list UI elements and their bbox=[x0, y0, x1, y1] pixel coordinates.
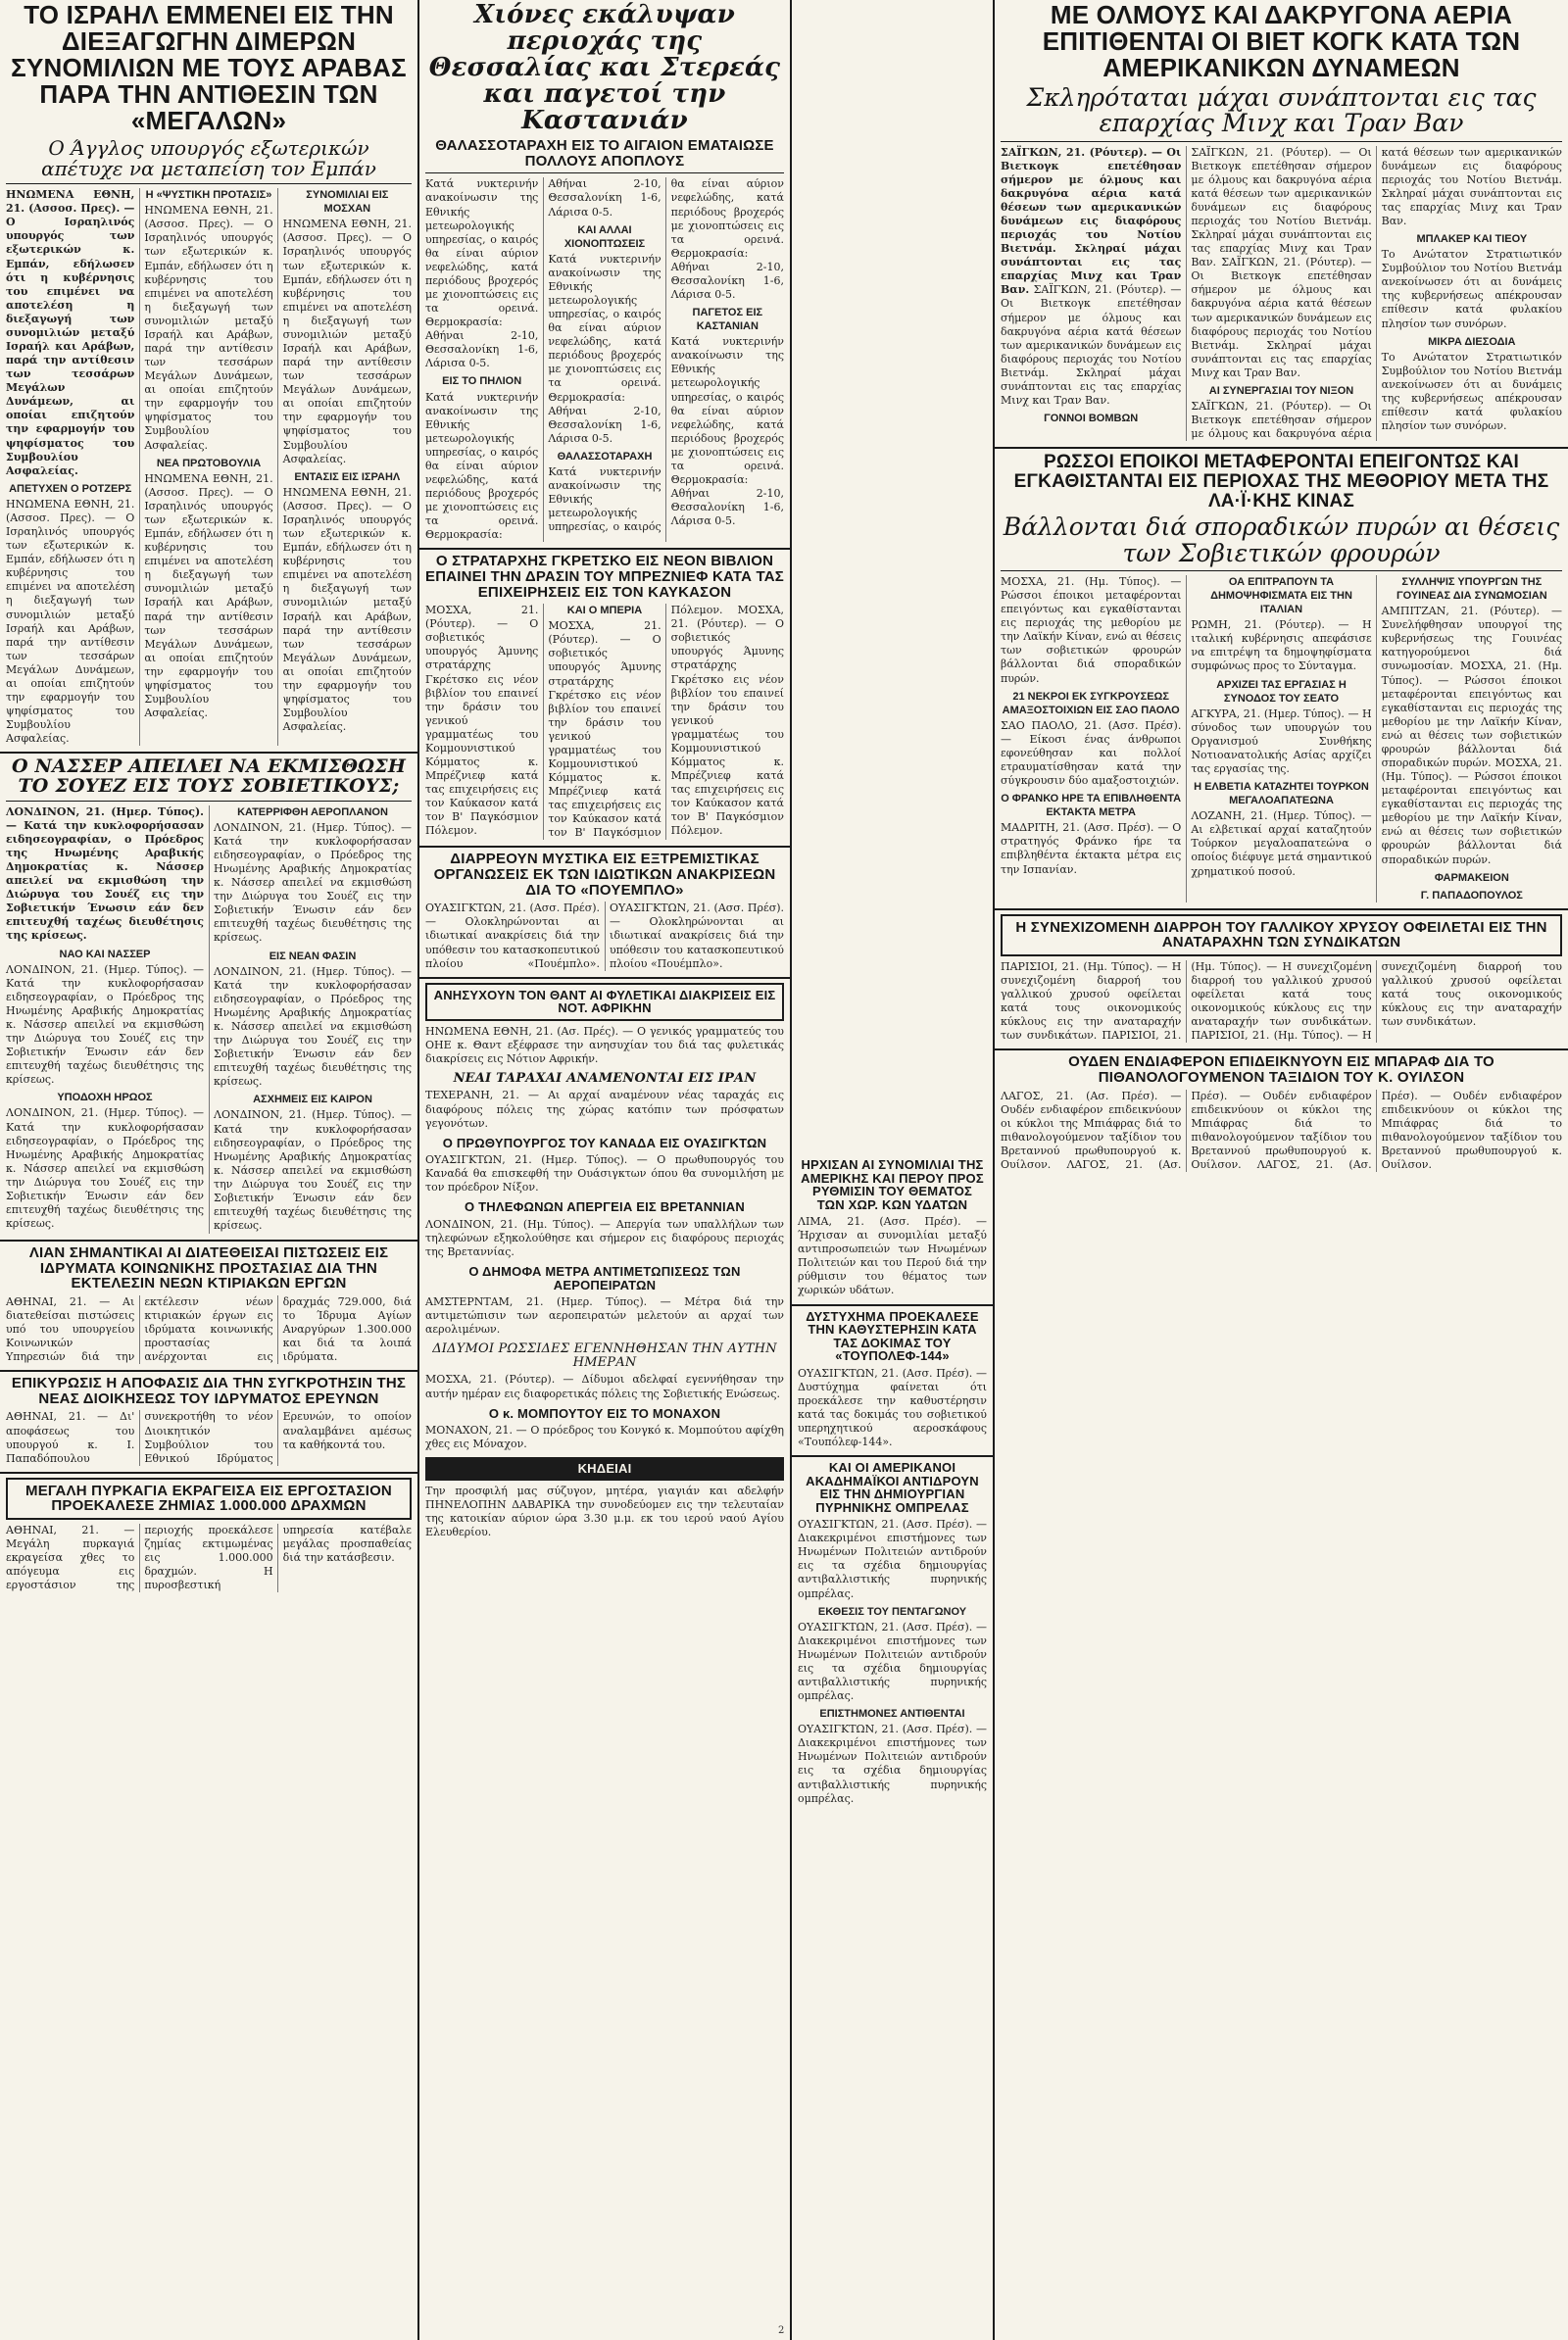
article-body: ΛΙΜΑ, 21. (Ασσ. Πρέσ). — Ήρχισαν αι συνομιλίαι μεταξύ αντιπροσωπειών των Ηνωμένων Πολιτειών και του Περού διά την ρύθμισιν του θέματος των χωρικών υδάτων. bbox=[798, 1215, 987, 1297]
article-body: ΟΥΑΣΙΓΚΤΩΝ, 21. (Ημερ. Τύπος). — Ο πρωθυπουργός του Καναδά θα επισκεφθή την Ουάσιγκτων όπου θα συνομιλήση με τον πρόεδρον Νίξον. bbox=[425, 1153, 784, 1194]
article-nasser bbox=[6, 757, 412, 1234]
article-body: ΟΥΑΣΙΓΚΤΩΝ, 21. (Ασσ. Πρέσ). — Διακεκριμένοι επιστήμονες των Ηνωμένων Πολιτειών αντιδρούν εις τα σχέδια δημιουργίας αντιβαλλιστικής πυρηνικής ομπρέλας. ΕΚΘΕΣΙΣ ΤΟΥ ΠΕΝΤΑΓΩΝΟΥ ΟΥΑΣΙΓΚΤΩΝ, 21. (Ασσ. Πρέσ). — Διακεκριμένοι επιστήμονες των Ηνωμένων Πολιτειών αντιδρούν εις τα σχέδια δημιουργίας αντιβαλλιστικής πυρηνικής ομπρέλας. ΕΠΙΣΤΗΜΟΝΕΣ ΑΝΤΙΘΕΝΤΑΙ ΟΥΑΣΙΓΚΤΩΝ, 21. (Ασσ. Πρέσ). — Διακεκριμένοι επιστήμονες των Ηνωμένων Πολιτειών αντιδρούν εις τα σχέδια δημιουργίας αντιβαλλιστικής πυρηνικής ομπρέλας. bbox=[798, 1518, 987, 1805]
headline: ΑΝΗΣΥΧΟΥΝ ΤΟΝ ΘΑΝΤ ΑΙ ΦΥΛΕΤΙΚΑΙ ΔΙΑΚΡΙΣΕΙΣ ΕΙΣ ΝΟΤ. ΑΦΡΙΚΗΝ bbox=[425, 983, 784, 1021]
article-body: ΤΕΧΕΡΑΝΗ, 21. — Αι αρχαί αναμένουν νέας ταραχάς εις διαφόρους πόλεις της χώρας κατόπιν των πρόσφατων γεγονότων. bbox=[425, 1089, 784, 1130]
headline: ΗΡΧΙΣΑΝ ΑΙ ΣΥΝΟΜΙΛΙΑΙ ΤΗΣ ΑΜΕΡΙΚΗΣ ΚΑΙ ΠΕΡΟΥ ΠΡΟΣ ΡΥΘΜΙΣΙΝ ΤΟΥ ΘΕΜΑΤΟΣ ΤΩΝ ΧΩΡ. ΚΩΝ ΥΔΑΤΩΝ bbox=[801, 1157, 984, 1212]
article-tupolev bbox=[798, 1310, 987, 1450]
headline: ΚΑΙ ΟΙ ΑΜΕΡΙΚΑΝΟΙ ΑΚΑΔΗΜΑΪΚΟΙ ΑΝΤΙΔΡΟΥΝ ΕΙΣ ΤΗΝ ΔΗΜΙΟΥΡΓΙΑΝ ΠΥΡΗΝΙΚΗΣ ΟΜΠΡΕΛΑΣ bbox=[806, 1460, 979, 1515]
article-iran bbox=[425, 1072, 784, 1131]
article-grechko bbox=[425, 554, 784, 840]
column-4 bbox=[995, 0, 1568, 2340]
article-research bbox=[6, 1376, 412, 1466]
article-russians bbox=[1001, 453, 1562, 902]
article-body: ΑΜΣΤΕΡΝΤΑΜ, 21. (Ημερ. Τύπος). — Μέτρα διά την αντιμετώπισιν των αεροπειρατών μελετούν αι αρχαί των αερολιμένων. bbox=[425, 1295, 784, 1337]
article-strike bbox=[425, 1200, 784, 1259]
headline: Ο ΔΗΜΟΦΑ ΜΕΤΡΑ ΑΝΤΙΜΕΤΩΠΙΣΕΩΣ ΤΩΝ ΑΕΡΟΠΕΙΡΑΤΩΝ bbox=[468, 1264, 741, 1292]
article-fire bbox=[6, 1478, 412, 1593]
article-insurance bbox=[6, 1245, 412, 1364]
headline: ΜΕ ΟΛΜΟΥΣ ΚΑΙ ΔΑΚΡΥΓΟΝΑ ΑΕΡΙΑ ΕΠΙΤΙΘΕΝΤΑΙ ΟΙ ΒΙΕΤ ΚΟΓΚ ΚΑΤΑ ΤΩΝ ΑΜΕΡΙΚΑΝΙΚΩΝ ΔΥΝΑΜΕΩΝ bbox=[1042, 0, 1521, 83]
headline: ΤΟ ΙΣΡΑΗΛ ΕΜΜΕΝΕΙ ΕΙΣ ΤΗΝ ΔΙΕΞΑΓΩΓΗΝ ΔΙΜΕΡΩΝ ΣΥΝΟΜΙΛΙΩΝ ΜΕ ΤΟΥΣ ΑΡΑΒΑΣ ΠΑΡΑ ΤΗΝ ΑΝΤΙΘΕΣΙΝ ΤΩΝ «ΜΕΓΑΛΩΝ» bbox=[11, 0, 407, 136]
article-monks bbox=[425, 1407, 784, 1452]
article-body: Την προσφιλή μας σύζυγον, μητέρα, γιαγιάν και αδελφήν ΠΗΝΕΛΟΠΗΝ ΔΑΒΑΡΙΚΑ την συνοδεύομεν εις την τελευταίαν της κατοικίαν αύριον ώρα 3.30 μ.μ. εκ του ιερού ναού Αγίου Ελευθερίου. bbox=[425, 1484, 784, 1539]
article-gold bbox=[1001, 914, 1562, 1044]
headline: Χιόνες εκάλυψαν περιοχάς της Θεσσαλίας και Στερεάς και παγετοί την Καστανιάν bbox=[428, 0, 781, 136]
article-body: ΟΥΑΣΙΓΚΤΩΝ, 21. (Ασσ. Πρέσ). — Δυστύχημα φαίνεται ότι προεκάλεσε την καθυστέρησιν κατά τας δοκιμάς του σοβιετικού υπερηχητικού αεροσκάφους «Τουπόλεφ-144». bbox=[798, 1366, 987, 1448]
article-body: ΜΟΝΑΧΟΝ, 21. — Ο πρόεδρος του Κονγκό κ. Μομπούτου αφίχθη χθες εις Μόναχον. bbox=[425, 1424, 784, 1451]
article-body: ΣΑΪΓΚΩΝ, 21. (Ρόυτερ). — Οι Βιετκογκ επετέθησαν σήμερον με όλμους και δακρυγόνα αέρια κατά θέσεων των αμερικανικών δυνάμεων εις διαφόρους περιοχάς του Νοτίου Βιετνάμ. Σκληραί μάχαι συνάπτονται εις τας επαρχίας Μινχ και Τραν Βαν. ΣΑΪΓΚΩΝ, 21. (Ρόυτερ). — Οι Βιετκογκ επετέθησαν σήμερον με όλμους και δακρυγόνα αέρια κατά θέσεων των αμερικανικών δυνάμεων εις διαφόρους περιοχάς του Νοτίου Βιετνάμ. Σκληραί μάχαι συνάπτονται εις τας επαρχίας Μινχ και Τραν Βαν. ΓΟΝΝΟΙ ΒΟΜΒΩΝ ΣΑΪΓΚΩΝ, 21. (Ρόυτερ). — Οι Βιετκογκ επετέθησαν σήμερον με όλμους και δακρυγόνα αέρια κατά θέσεων των αμερικανικών δυνάμεων εις διαφόρους περιοχάς του Νοτίου Βιετνάμ. Σκληραί μάχαι συνάπτονται εις τας επαρχίας Μινχ και Τραν Βαν. ΣΑΪΓΚΩΝ, 21. (Ρόυτερ). — Οι Βιετκογκ επετέθησαν σήμερον με όλμους και δακρυγόνα αέρια κατά θέσεων των αμερικανικών δυνάμεων εις διαφόρους περιοχάς του Νοτίου Βιετνάμ. Σκληραί μάχαι συνάπτονται εις τας επαρχίας Μινχ και Τραν Βαν. ΑΙ ΣΥΝΕΡΓΑΣΙΑΙ ΤΟΥ ΝΙΞΟΝ ΣΑΪΓΚΩΝ, 21. (Ρόυτερ). — Οι Βιετκογκ επετέθησαν σήμερον με όλμους και δακρυγόνα αέρια κατά θέσεων των αμερικανικών δυνάμεων εις διαφόρους περιοχάς του Νοτίου Βιετνάμ. Σκληραί μάχαι συνάπτονται εις τας επαρχίας Μινχ και Τραν Βαν. ΜΠΛΑΚΕΡ ΚΑΙ ΤΙΕΟΥ Το Ανώτατον Στρατιωτικόν Συμβούλιον του Νοτίου Βιετνάμ ανεκοίνωσεν ότι αι δυνάμεις της κυβερνήσεως απέκρουσαν επίθεσιν κατά φυλακίου πλησίον των συνόρων. ΜΙΚΡΑ ΔΙΕΣΟΔΙΑ Το Ανώτατον Στρατιωτικόν Συμβούλιον του Νοτίου Βιετνάμ ανεκοίνωσεν ότι αι δυνάμεις της κυβερνήσεως απέκρουσαν επίθεσιν κατά φυλακίου πλησίον των συνόρων. bbox=[1001, 145, 1562, 441]
article-body: ΛΟΝΔΙΝΟΝ, 21. (Ημ. Τύπος). — Απεργία των υπαλλήλων των τηλεφώνων εξηκολούθησε και σήμερον εις διαφόρους περιοχάς της Βρεταννίας. bbox=[425, 1217, 784, 1259]
article-body: ΑΘΗΝΑΙ, 21. — Δι' αποφάσεως του υπουργού κ. Ι. Παπαδόπουλου συνεκροτήθη το νέον Διοικητικόν Συμβούλιον του Εθνικού Ιδρύματος Ερευνών, το οποίον αναλαμβάνει αμέσως τα καθήκοντά του. bbox=[6, 1410, 412, 1465]
subheadline: ΘΑΛΑΣΣΟΤΑΡΑΧΗ ΕΙΣ ΤΟ ΑΙΓΑΙΟΝ ΕΜΑΤΑΙΩΣΕ ΠΟΛΛΟΥΣ ΑΠΟΠΛΟΥΣ bbox=[435, 137, 774, 170]
article-spies bbox=[425, 1342, 784, 1400]
article-body: ΟΥΑΣΙΓΚΤΩΝ, 21. (Ασσ. Πρέσ). — Ολοκληρώνονται αι ιδιωτικαί ανακρίσεις διά την υπόθεσιν του κατασκοπευτικού πλοίου «Πουέμπλο». ΟΥΑΣΙΓΚΤΩΝ, 21. (Ασσ. Πρέσ). — Ολοκληρώνονται αι ιδιωτικαί ανακρίσεις διά την υπόθεσιν του κατασκοπευτικού πλοίου «Πουέμπλο». bbox=[425, 902, 784, 970]
subheadline: Ο Άγγλος υπουργός εξωτερικών απέτυχε να μεταπείση τον Εμπάν bbox=[41, 136, 376, 181]
headline: ΛΙΑΝ ΣΗΜΑΝΤΙΚΑΙ ΑΙ ΔΙΑΤΕΘΕΙΣΑΙ ΠΙΣΤΩΣΕΙΣ ΕΙΣ ΙΔΡΥΜΑΤΑ ΚΟΙΝΩΝΙΚΗΣ ΠΡΟΣΤΑΣΙΑΣ ΔΙΑ ΤΗΝ ΕΚΤΕΛΕΣΙΝ ΝΕΩΝ ΚΤΙΡΙΑΚΩΝ ΕΡΓΩΝ bbox=[28, 1244, 389, 1292]
column-2 bbox=[419, 0, 790, 2340]
article-body: ΛΟΝΔΙΝΟΝ, 21. (Ημερ. Τύπος). — Κατά την κυκλοφορήσασαν ειδησεογραφίαν, ο Πρόεδρος της Ηνωμένης Αραβικής Δημοκρατίας κ. Νάσσερ απειλεί να εκμισθώση την Διώρυγα του Σουέζ εις την Σοβιετικήν Ένωσιν εάν δεν επιτευχθή ταχέως διευθέτησις της κρίσεως. ΝΑΟ ΚΑΙ ΝΑΣΣΕΡ ΛΟΝΔΙΝΟΝ, 21. (Ημερ. Τύπος). — Κατά την κυκλοφορήσασαν ειδησεογραφίαν, ο Πρόεδρος της Ηνωμένης Αραβικής Δημοκρατίας κ. Νάσσερ απειλεί να εκμισθώση την Διώρυγα του Σουέζ εις την Σοβιετικήν Ένωσιν εάν δεν επιτευχθή ταχέως διευθέτησις της κρίσεως. ΥΠΟΔΟΧΗ ΗΡΩΟΣ ΛΟΝΔΙΝΟΝ, 21. (Ημερ. Τύπος). — Κατά την κυκλοφορήσασαν ειδησεογραφίαν, ο Πρόεδρος της Ηνωμένης Αραβικής Δημοκρατίας κ. Νάσσερ απειλεί να εκμισθώση την Διώρυγα του Σουέζ εις την Σοβιετικήν Ένωσιν εάν δεν επιτευχθή ταχέως διευθέτησις της κρίσεως. ΚΑΤΕΡΡΙΦΘΗ ΑΕΡΟΠΛΑΝΟΝ ΛΟΝΔΙΝΟΝ, 21. (Ημερ. Τύπος). — Κατά την κυκλοφορήσασαν ειδησεογραφίαν, ο Πρόεδρος της Ηνωμένης Αραβικής Δημοκρατίας κ. Νάσσερ απειλεί να εκμισθώση την Διώρυγα του Σουέζ εις την Σοβιετικήν Ένωσιν εάν δεν επιτευχθή ταχέως διευθέτησις της κρίσεως. ΕΙΣ ΝΕΑΝ ΦΑΣΙΝ ΛΟΝΔΙΝΟΝ, 21. (Ημερ. Τύπος). — Κατά την κυκλοφορήσασαν ειδησεογραφίαν, ο Πρόεδρος της Ηνωμένης Αραβικής Δημοκρατίας κ. Νάσσερ απειλεί να εκμισθώση την Διώρυγα του Σουέζ εις την Σοβιετικήν Ένωσιν εάν δεν επιτευχθή ταχέως διευθέτησις της κρίσεως. ΑΣΧΗΜΕΙΣ ΕΙΣ ΚΑΙΡΟΝ ΛΟΝΔΙΝΟΝ, 21. (Ημερ. Τύπος). — Κατά την κυκλοφορήσασαν ειδησεογραφίαν, ο Πρόεδρος της Ηνωμένης Αραβικής Δημοκρατίας κ. Νάσσερ απειλεί να εκμισθώση την Διώρυγα του Σουέζ εις την Σοβιετικήν Ένωσιν εάν δεν επιτευχθή ταχέως διευθέτησις της κρίσεως. bbox=[6, 804, 412, 1233]
article-body: ΜΟΣΧΑ, 21. (Ημ. Τύπος). — Ρώσσοι έποικοι μεταφέρονται επειγόντως και εγκαθίστανται εις περιοχάς της μεθορίου με την Λαϊκήν Κίναν, ενώ αι θέσεις των σοβιετικών φρουρών βάλλονται διά σποραδικών πυρών. 21 ΝΕΚΡΟΙ ΕΚ ΣΥΓΚΡΟΥΣΕΩΣ ΑΜΑΞΟΣΤΟΙΧΙΩΝ ΕΙΣ ΣΑΟ ΠΑΟΛΟ ΣΑΟ ΠΑΟΛΟ, 21. (Ασσ. Πρέσ). — Είκοσι ένας άνθρωποι εφονεύθησαν και πολλοί ετραυματίσθησαν κατά την σύγκρουσιν δύο αμαξοστοιχιών. Ο ΦΡΑΝΚΟ ΗΡΕ ΤΑ ΕΠΙΒΛΗΘΕΝΤΑ ΕΚΤΑΚΤΑ ΜΕΤΡΑ ΜΑΔΡΙΤΗ, 21. (Ασσ. Πρέσ). — Ο στρατηγός Φράνκο ήρε τα επιβληθέντα έκτακτα μέτρα εις την Ισπανίαν. ΟΑ ΕΠΙΤΡΑΠΟΥΝ ΤΑ ΔΗΜΟΨΗΦΙΣΜΑΤΑ ΕΙΣ ΤΗΝ ΙΤΑΛΙΑΝ ΡΩΜΗ, 21. (Ρόυτερ). — Η ιταλική κυβέρνησις απεφάσισε να επιτρέψη τα δημοψηφίσματα συμφώνως προς το Σύνταγμα. ΑΡΧΙΖΕΙ ΤΑΣ ΕΡΓΑΣΙΑΣ Η ΣΥΝΟΔΟΣ ΤΟΥ ΣΕΑΤΟ ΑΓΚΥΡΑ, 21. (Ημερ. Τύπος). — Η σύνοδος των υπουργών του Οργανισμού Συνθήκης Νοτιοανατολικής Ασίας αρχίζει τας εργασίας της. Η ΕΛΒΕΤΙΑ ΚΑΤΑΖΗΤΕΙ ΤΟΥΡΚΟΝ ΜΕΓΑΛΟΑΠΑΤΕΩΝΑ ΛΟΖΑΝΗ, 21. (Ημερ. Τύπος). — Αι ελβετικαί αρχαί καταζητούν Τούρκον μεγαλοαπατεώνα ο οποίος διέφυγε μετά σημαντικού χρηματικού ποσού. ΣΥΛΛΗΨΙΣ ΥΠΟΥΡΓΩΝ ΤΗΣ ΓΟΥΙΝΕΑΣ ΔΙΑ ΣΥΝΩΜΟΣΙΑΝ ΑΜΠΙΤΖΑΝ, 21. (Ρόυτερ). — Συνελήφθησαν υπουργοί της κυβερνήσεως της Γουινέας κατηγορούμενοι διά συνωμοσίαν. ΜΟΣΧΑ, 21. (Ημ. Τύπος). — Ρώσσοι έποικοι μεταφέρονται επειγόντως και εγκαθίστανται εις περιοχάς της μεθορίου με την Λαϊκήν Κίναν, ενώ αι θέσεις των σοβιετικών φρουρών βάλλονται διά σποραδικών πυρών. ΜΟΣΧΑ, 21. (Ημ. Τύπος). — Ρώσσοι έποικοι μεταφέρονται επειγόντως και εγκαθίστανται εις περιοχάς της μεθορίου με την Λαϊκήν Κίναν, ενώ αι θέσεις των σοβιετικών φρουρών βάλλονται διά σποραδικών πυρών. ΦΑΡΜΑΚΕΙΟΝ Γ. ΠΑΠΑΔΟΠΟΥΛΟΣ bbox=[1001, 574, 1562, 902]
headline: Η ΣΥΝΕΧΙΖΟΜΕΝΗ ΔΙΑΡΡΟΗ ΤΟΥ ΓΑΛΛΙΚΟΥ ΧΡΥΣΟΥ ΟΦΕΙΛΕΤΑΙ ΕΙΣ ΤΗΝ ΑΝΑΤΑΡΑΧΗΝ ΤΩΝ ΣΥΝΔΙΚΑΤΩΝ bbox=[1001, 914, 1562, 956]
article-body: ΗΝΩΜΕΝΑ ΕΘΝΗ, 21. (Ασ. Πρές). — Ο γενικός γραμματεύς του ΟΗΕ κ. Θαντ εξέφρασε την ανησυχίαν του διά τας φυλετικάς διακρίσεις εις Νότιον Αφρικήν. bbox=[425, 1024, 784, 1065]
article-body: ΑΘΗΝΑΙ, 21. — Μεγάλη πυρκαγιά εκραγείσα χθες το απόγευμα εις εργοστάσιον της περιοχής προεκάλεσε ζημίας εκτιμωμένας εις 1.000.000 δραχμών. Η πυροσβεστική υπηρεσία κατέβαλε μεγάλας προσπαθείας διά την κατάσβεσιν. bbox=[6, 1523, 412, 1592]
article-body: ΑΘΗΝΑΙ, 21. — Αι διατεθείσαι πιστώσεις υπό του υπουργείου Κοινωνικών Υπηρεσιών διά την εκτέλεσιν νέων κτιριακών έργων εις ιδρύματα κοινωνικής προστασίας ανέρχονται εις δραχμάς 729.000, διά το Ίδρυμα Αγίων Αναργύρων 1.300.000 και διά τα λοιπά ιδρύματα. bbox=[6, 1294, 412, 1364]
obituaries bbox=[425, 1457, 784, 1539]
headline: Ο ΣΤΡΑΤΑΡΧΗΣ ΓΚΡΕΤΣΚΟ ΕΙΣ ΝΕΟΝ ΒΙΒΛΙΟΝ ΕΠΑΙΝΕΙ ΤΗΝ ΔΡΑΣΙΝ ΤΟΥ ΜΠΡΕΖΝΙΕΦ ΚΑΤΑ ΤΑΣ ΕΠΙΧΕΙΡΗΣΕΙΣ ΕΙΣ ΤΟΝ ΚΑΥΚΑΣΟΝ bbox=[425, 553, 784, 601]
headline: ΔΙΑΡΡΕΟΥΝ ΜΥΣΤΙΚΑ ΕΙΣ ΕΞΤΡΕΜΙΣΤΙΚΑΣ ΟΡΓΑΝΩΣΕΙΣ ΕΚ ΤΩΝ ΙΔΙΩΤΙΚΩΝ ΑΝΑΚΡΙΣΕΩΝ ΔΙΑ ΤΟ «ΠΟΥΕΜΠΛΟ» bbox=[433, 851, 776, 899]
page-number: 2 bbox=[778, 2325, 785, 2336]
column-3 bbox=[792, 1156, 993, 2340]
headline: ΟΥΔΕΝ ΕΝΔΙΑΦΕΡΟΝ ΕΠΙΔΕΙΚΝΥΟΥΝ ΕΙΣ ΜΠΑΡΑΦ ΔΙΑ ΤΟ ΠΙΘΑΝΟΛΟΓΟΥΜΕΝΟΝ ΤΑΞΙΔΙΟΝ ΤΟΥ Κ. ΟΥΙΛΣΟΝ bbox=[1068, 1053, 1494, 1087]
article-bars bbox=[425, 852, 784, 970]
headline: Ο ΤΗΛΕΦΩΝΩΝ ΑΠΕΡΓΕΙΑ ΕΙΣ ΒΡΕΤΑΝΝΙΑΝ bbox=[465, 1199, 745, 1215]
article-peru bbox=[798, 1158, 987, 1298]
headline: ΜΕΓΑΛΗ ΠΥΡΚΑΓΙΑ ΕΚΡΑΓΕΙΣΑ ΕΙΣ ΕΡΓΟΣΤΑΣΙΟΝ ΠΡΟΕΚΑΛΕΣΕ ΖΗΜΙΑΣ 1.000.000 ΔΡΑΧΜΩΝ bbox=[6, 1478, 412, 1520]
subheadline: Σκληρόταται μάχαι συνάπτονται εις τας επαρχίας Μινχ και Τραν Βαν bbox=[1026, 83, 1537, 138]
article-snow bbox=[425, 2, 784, 542]
subheadline: Βάλλονται διά σποραδικών πυρών αι θέσεις των Σοβιετικών φρουρών bbox=[1003, 512, 1560, 567]
article-israel bbox=[6, 2, 412, 746]
article-airports bbox=[425, 1265, 784, 1337]
headline: ΔΥΣΤΥΧΗΜΑ ΠΡΟΕΚΑΛΕΣΕ ΤΗΝ ΚΑΘΥΣΤΕΡΗΣΙΝ ΚΑΤΑ ΤΑΣ ΔΟΚΙΜΑΣ ΤΟΥ «ΤΟΥΠΟΛΕΦ-144» bbox=[806, 1308, 979, 1364]
article-body: ΠΑΡΙΣΙΟΙ, 21. (Ημ. Τύπος). — Η συνεχιζομένη διαρροή του γαλλικού χρυσού οφείλεται κατά τους οικονομικούς κύκλους εις την αναταραχήν των συνδικάτων. ΠΑΡΙΣΙΟΙ, 21. (Ημ. Τύπος). — Η συνεχιζομένη διαρροή του γαλλικού χρυσού οφείλεται κατά τους οικονομικούς κύκλους εις την αναταραχήν των συνδικάτων. ΠΑΡΙΣΙΟΙ, 21. (Ημ. Τύπος). — Η συνεχιζομένη διαρροή του γαλλικού χρυσού οφείλεται κατά τους οικονομικούς κύκλους εις την αναταραχήν των συνδικάτων. bbox=[1001, 959, 1562, 1043]
article-body: Κατά νυκτερινήν ανακοίνωσιν της Εθνικής μετεωρολογικής υπηρεσίας, ο καιρός θα είναι αύριον νεφελώδης, κατά περιόδους βροχερός με χιονοπτώσεις εις τα ορεινά. Θερμοκρασία: Αθήναι 2-10, Θεσσαλονίκη 1-6, Λάρισα 0-5. ΕΙΣ ΤΟ ΠΗΛΙΟΝ Κατά νυκτερινήν ανακοίνωσιν της Εθνικής μετεωρολογικής υπηρεσίας, ο καιρός θα είναι αύριον νεφελώδης, κατά περιόδους βροχερός με χιονοπτώσεις εις τα ορεινά. Θερμοκρασία: Αθήναι 2-10, Θεσσαλονίκη 1-6, Λάρισα 0-5. ΚΑΙ ΑΛΛΑΙ ΧΙΟΝΟΠΤΩΣΕΙΣ Κατά νυκτερινήν ανακοίνωσιν της Εθνικής μετεωρολογικής υπηρεσίας, ο καιρός θα είναι αύριον νεφελώδης, κατά περιόδους βροχερός με χιονοπτώσεις εις τα ορεινά. Θερμοκρασία: Αθήναι 2-10, Θεσσαλονίκη 1-6, Λάρισα 0-5. ΘΑΛΑΣΣΟΤΑΡΑΧΗ Κατά νυκτερινήν ανακοίνωσιν της Εθνικής μετεωρολογικής υπηρεσίας, ο καιρός θα είναι αύριον νεφελώδης, κατά περιόδους βροχερός με χιονοπτώσεις εις τα ορεινά. Θερμοκρασία: Αθήναι 2-10, Θεσσαλονίκη 1-6, Λάρισα 0-5. ΠΑΓΕΤΟΣ ΕΙΣ ΚΑΣΤΑΝΙΑΝ Κατά νυκτερινήν ανακοίνωσιν της Εθνικής μετεωρολογικής υπηρεσίας, ο καιρός θα είναι αύριον νεφελώδης, κατά περιόδους βροχερός με χιονοπτώσεις εις τα ορεινά. Θερμοκρασία: Αθήναι 2-10, Θεσσαλονίκη 1-6, Λάρισα 0-5. bbox=[425, 177, 784, 542]
headline: Ο κ. ΜΟΜΠΟΥΤΟΥ ΕΙΣ ΤΟ ΜΟΝΑΧΟΝ bbox=[488, 1405, 721, 1421]
headline: ΕΠΙΚΥΡΩΣΙΣ Η ΑΠΟΦΑΣΙΣ ΔΙΑ ΤΗΝ ΣΥΓΚΡΟΤΗΣΙΝ ΤΗΣ ΝΕΑΣ ΔΙΟΙΚΗΣΕΩΣ ΤΟΥ ΙΔΡΥΜΑΤΟΣ ΕΡΕΥΝΩΝ bbox=[11, 1375, 407, 1407]
article-body: ΛΑΓΟΣ, 21. (Ασ. Πρέσ). — Ουδέν ενδιαφέρον επιδεικνύουν οι κύκλοι της Μπιάφρας διά το πιθανολογούμενον ταξίδιον του Βρεταννού πρωθυπουργού κ. Ουίλσον. ΛΑΓΟΣ, 21. (Ασ. Πρέσ). — Ουδέν ενδιαφέρον επιδεικνύουν οι κύκλοι της Μπιάφρας διά το πιθανολογούμενον ταξίδιον του Βρεταννού πρωθυπουργού κ. Ουίλσον. ΛΑΓΟΣ, 21. (Ασ. Πρέσ). — Ουδέν ενδιαφέρον επιδεικνύουν οι κύκλοι της Μπιάφρας διά το πιθανολογούμενον ταξίδιον του Βρεταννού πρωθυπουργού κ. Ουίλσον. bbox=[1001, 1089, 1562, 1172]
article-pm bbox=[425, 1137, 784, 1195]
article-body: ΗΝΩΜΕΝΑ ΕΘΝΗ, 21. (Ασσοσ. Πρες). — Ο Ισραηλινός υπουργός των εξωτερικών κ. Εμπάν, εδήλωσεν ότι η κυβέρνησις του επιμένει να αποτελέση η διεξαγωγή των συνομιλιών μεταξύ Ισραήλ και Αράβων, παρά την αντίθεσιν των τεσσάρων Μεγάλων Δυνάμεων, αι οποίαι επιζητούν την εφαρμογήν του ψηφίσματος του Συμβουλίου Ασφαλείας. ΑΠΕΤΥΧΕΝ Ο ΡΟΤΖΕΡΣ ΗΝΩΜΕΝΑ ΕΘΝΗ, 21. (Ασσοσ. Πρες). — Ο Ισραηλινός υπουργός των εξωτερικών κ. Εμπάν, εδήλωσεν ότι η κυβέρνησις του επιμένει να αποτελέση η διεξαγωγή των συνομιλιών μεταξύ Ισραήλ και Αράβων, παρά την αντίθεσιν των τεσσάρων Μεγάλων Δυνάμεων, αι οποίαι επιζητούν την εφαρμογήν του ψηφίσματος του Συμβουλίου Ασφαλείας. Η «ΨΥΣΤΙΚΗ ΠΡΟΤΑΣΙΣ» ΗΝΩΜΕΝΑ ΕΘΝΗ, 21. (Ασσοσ. Πρες). — Ο Ισραηλινός υπουργός των εξωτερικών κ. Εμπάν, εδήλωσεν ότι η κυβέρνησις του επιμένει να αποτελέση η διεξαγωγή των συνομιλιών μεταξύ Ισραήλ και Αράβων, παρά την αντίθεσιν των τεσσάρων Μεγάλων Δυνάμεων, αι οποίαι επιζητούν την εφαρμογήν του ψηφίσματος του Συμβουλίου Ασφαλείας. ΝΕΑ ΠΡΩΤΟΒΟΥΛΙΑ ΗΝΩΜΕΝΑ ΕΘΝΗ, 21. (Ασσοσ. Πρες). — Ο Ισραηλινός υπουργός των εξωτερικών κ. Εμπάν, εδήλωσεν ότι η κυβέρνησις του επιμένει να αποτελέση η διεξαγωγή των συνομιλιών μεταξύ Ισραήλ και Αράβων, παρά την αντίθεσιν των τεσσάρων Μεγάλων Δυνάμεων, αι οποίαι επιζητούν την εφαρμογήν του ψηφίσματος του Συμβουλίου Ασφαλείας. ΣΥΝΟΜΙΛΙΑΙ ΕΙΣ ΜΟΣΧΑΝ ΗΝΩΜΕΝΑ ΕΘΝΗ, 21. (Ασσοσ. Πρες). — Ο Ισραηλινός υπουργός των εξωτερικών κ. Εμπάν, εδήλωσεν ότι η κυβέρνησις του επιμένει να αποτελέση η διεξαγωγή των συνομιλιών μεταξύ Ισραήλ και Αράβων, παρά την αντίθεσιν των τεσσάρων Μεγάλων Δυνάμεων, αι οποίαι επιζητούν την εφαρμογήν του ψηφίσματος του Συμβουλίου Ασφαλείας. ΕΝΤΑΣΙΣ ΕΙΣ ΙΣΡΑΗΛ ΗΝΩΜΕΝΑ ΕΘΝΗ, 21. (Ασσοσ. Πρες). — Ο Ισραηλινός υπουργός των εξωτερικών κ. Εμπάν, εδήλωσεν ότι η κυβέρνησις του επιμένει να αποτελέση η διεξαγωγή των συνομιλιών μεταξύ Ισραήλ και Αράβων, παρά την αντίθεσιν των τεσσάρων Μεγάλων Δυνάμεων, αι οποίαι επιζητούν την εφαρμογήν του ψηφίσματος του Συμβουλίου Ασφαλείας. bbox=[6, 188, 412, 746]
headline: Ο ΠΡΩΘΥΠΟΥΡΓΟΣ ΤΟΥ ΚΑΝΑΔΑ ΕΙΣ ΟΥΑΣΙΓΚΤΩΝ bbox=[442, 1135, 767, 1150]
headline: ΝΕΑΙ ΤΑΡΑΧΑΙ ΑΝΑΜΕΝΟΝΤΑΙ ΕΙΣ ΙΡΑΝ bbox=[453, 1070, 757, 1086]
headline: ΔΙΔΥΜΟΙ ΡΩΣΣΙΔΕΣ ΕΓΕΝΝΗΘΗΣΑΝ ΤΗΝ ΑΥΤΗΝ ΗΜΕΡΑΝ bbox=[432, 1341, 777, 1370]
article-thant bbox=[1001, 1054, 1562, 1172]
article-body: ΜΟΣΧΑ, 21. (Ρόυτερ). — Ο σοβιετικός υπουργός Άμυνης στρατάρχης Γκρέτσκο εις νέον βιβλίον του επαινεί την δράσιν του γενικού γραμματέως του Κομμουνιστικού Κόμματος κ. Μπρέζνιεφ κατά τας επιχειρήσεις εις τον Καύκασον κατά τον Β' Παγκόσμιον Πόλεμον. ΚΑΙ Ο ΜΠΕΡΙΑ ΜΟΣΧΑ, 21. (Ρόυτερ). — Ο σοβιετικός υπουργός Άμυνης στρατάρχης Γκρέτσκο εις νέον βιβλίον του επαινεί την δράσιν του γενικού γραμματέως του Κομμουνιστικού Κόμματος κ. Μπρέζνιεφ κατά τας επιχειρήσεις εις τον Καύκασον κατά τον Β' Παγκόσμιον Πόλεμον. ΜΟΣΧΑ, 21. (Ρόυτερ). — Ο σοβιετικός υπουργός Άμυνης στρατάρχης Γκρέτσκο εις νέον βιβλίον του επαινεί την δράσιν του γενικού γραμματέως του Κομμουνιστικού Κόμματος κ. Μπρέζνιεφ κατά τας επιχειρήσεις εις τον Καύκασον κατά τον Β' Παγκόσμιον Πόλεμον. bbox=[425, 604, 784, 840]
article-body: ΜΟΣΧΑ, 21. (Ρόυτερ). — Δίδυμοι αδελφαί εγεννήθησαν την αυτήν ημέραν εις διαφορετικάς πόλεις της Σοβιετικής Ενώσεως. bbox=[425, 1373, 784, 1400]
headline: ΡΩΣΣΟΙ ΕΠΟΙΚΟΙ ΜΕΤΑΦΕΡΟΝΤΑΙ ΕΠΕΙΓΟΝΤΩΣ ΚΑΙ ΕΓΚΑΘΙΣΤΑΝΤΑΙ ΕΙΣ ΠΕΡΙΟΧΑΣ ΤΗΣ ΜΕΘΟΡΙΟΥ ΜΕΤΑ ΤΗΣ ΛΑ·Ϊ·ΚΗΣ ΚΙΝΑΣ bbox=[1013, 452, 1549, 512]
article-ellis bbox=[425, 983, 784, 1066]
article-vietcong bbox=[1001, 2, 1562, 441]
headline: Ο ΝΑΣΣΕΡ ΑΠΕΙΛΕΙ ΝΑ ΕΚΜΙΣΘΩΣΗ ΤΟ ΣΟΥΕΖ ΕΙΣ ΤΟΥΣ ΣΟΒΙΕΤΙΚΟΥΣ; bbox=[11, 756, 407, 798]
column-1 bbox=[0, 0, 417, 2340]
article-academics bbox=[798, 1461, 987, 1806]
headline: ΚΗΔΕΙΑΙ bbox=[425, 1457, 784, 1481]
